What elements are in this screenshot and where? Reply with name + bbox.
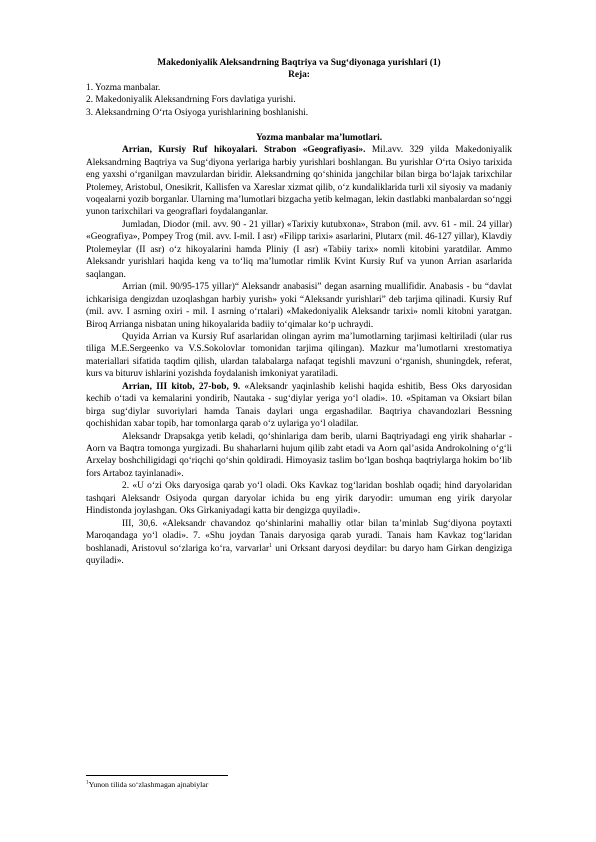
paragraph (86, 518, 512, 568)
paragraph-text: Arrian (mil. 90/95-175 yillar)“ Aleksandr anabasisi” degan asarning muallifidir. Anabasis - bu “davlat ichkarisiga dengizdan uzoqlashgan harbiy yurish» yoki “Aleksandr yurishlari” deb tarjima qilinadi. Kursiy Ruf (mil. avv. I asrning oxiri - mil. I asrning o‘rtalari) «Makedoniyalik Aleksandr tarixi» nomli kitobni yaratgan. Biroq Arrianga nisbatan uning hikoyalarida badiiy to‘qimalar ko‘p uchraydi. (86, 282, 512, 330)
paragraph-text: Mil.avv. 329 yilda Makedoniyalik Aleksandrning Baqtriya va Sug‘diyona yerlariga harbiy yurishlari boshlangan. Bu yurishlar O‘rta Osiyo tarixida eng yaxshi o‘rganilgan mavzulardan biridir. Aleksandrning qo‘shinida jangchilar bilan birga bo‘lajak tarixchilar Ptolemey, Aristobul, Onesikrit, Kallisfen va Xareslar xizmat qilib, o‘z kundaliklarida turli xil siyosiy va madaniy voqealarni yozib borganlar. Ularning ma’lumotlari bizgacha yetib kelmagan, lekin dastlabki manbalardan so‘nggi yunon tarixchilari va geograflari foydalanganlar. (86, 145, 512, 218)
paragraph-text: «Aleksandr yaqinlashib kelishi haqida eshitib, Bess Oks daryosidan kechib o‘tadi va kemalarini yondirib, Nautaka - sug‘diylar yeriga yo‘l oladi». 10. «Spitaman va Oksiart bilan birga sug‘diylar suvoriylari hamda Tanais daylari unga ergashadilar. Baqtriya chavandozlari Bessning qochishidan xabar topib, har tomonlarga qarab o‘z uylariga yo‘l oladilar. (86, 381, 512, 430)
document-body (86, 57, 512, 568)
paragraph-text: Aleksandr Drapsakga yetib keladi, qo‘shinlariga dam berib, ularni Baqtriyadagi eng yirik shaharlar - Aorn va Baqtra tomonga yurgizadi. Bu shaharlarni hujum qilib zabt etadi va Aorn qal’asida Androkolning o‘g‘li Arxelay boshchiligidagi qo‘riqchi qo‘shin qoldiradi. Himoyasiz taslim bo‘lgan boshqa baqtriylarga hokim bo‘lib fors Artaboz tayinlanadi». (86, 431, 512, 479)
paragraph (86, 331, 512, 381)
footnote (86, 780, 512, 790)
footnote-marker: 1 (86, 779, 89, 786)
paragraph-text: 2. «U o‘zi Oks daryosiga qarab yo‘l oladi. Oks Kavkaz tog‘laridan boshlab oqadi; hind daryolaridan tashqari Aleksandr Osiyoda qurgan daryolar ichida bu eng yirik daryodir: umuman eng yirik daryolar Hindistonda joylashgan. Oks Girkaniyadagi katta bir dengizga quyiladi». (86, 481, 512, 517)
document-title: Makedoniyalik Aleksandrning Baqtriya va Sug‘diyonaga yurishlari (1) (157, 58, 441, 68)
plan-list (86, 82, 512, 119)
paragraph (86, 480, 512, 517)
footnote-reference[interactable]: 1 (269, 542, 273, 549)
paragraph-text: Quyida Arrian va Kursiy Ruf asarlaridan olingan ayrim ma’lumotlarning tarjimasi keltiriladi (ular rus tiliga M.E.Sergeenko va V.S.Sokolovlar tomonidan tarjima qilingan). Mazkur ma’lumotlarni xrestomatiya materiallari sifatida taqdim qilish, ulardan talabalarga nafaqat tegishli mavzuni o‘rganish, shuningdek, referat, kurs va bituruv ishlarini yozishda foydalanish imkoniyat yaratiladi. (86, 331, 512, 380)
paragraph (86, 281, 512, 331)
paragraph-lead: Arrian, III kitob, 27-bob, 9. (122, 381, 241, 392)
paragraph (86, 144, 512, 219)
plan-item: 1. Yozma manbalar. (86, 82, 161, 93)
paragraph-text: uni Orksant daryosi deydilar: bu daryo ham Girkan dengiziga quyiladi». (86, 543, 512, 567)
footnote-text: Yunon tilida so‘zlashmagan ajnabiylar (88, 780, 209, 789)
paragraph-text: Jumladan, Diodor (mil. avv. 90 - 21 yillar) «Tarixiy kutubxona», Strabon (mil. avv. 61 - mil. 24 yillar) «Geografiya», Pompey Trog (mil. avv. I-mil. I asr) «Filipp tarixi» asarlarini, Plutarx (mil. 46-127 yillar), Klavdiy Ptolemeylar (II asr) o‘z hikoyalarini hamda Pliniy (I asr) «Tabiiy tarix» nomli kitobini yaratdilar. Ammo Aleksandr yurishlari haqida keng va to‘liq ma’lumotlar rimlik Kvint Kursiy Ruf va yunon Arrian asarlarida saqlangan. (86, 219, 512, 280)
paragraph-text: III, 30,6. «Aleksandr chavandoz qo‘shinlarini mahalliy otlar bilan ta’minlab Sug‘diyona poytaxti Maroqandaga yo‘l oladi». 7. «Shu joydan Tanais daryosiga qarab yuradi. Tanais ham Kavkaz tog‘laridan boshlanadi, Aristovul so‘zlariga ko‘ra, varvarlar (86, 518, 512, 554)
footnote-divider (86, 775, 228, 776)
plan-heading: Reja: (288, 70, 310, 81)
paragraph (86, 431, 512, 481)
paragraph-lead: Arrian, Kursiy Ruf hikoyalari. Strabon «Geografiyasi». (122, 145, 366, 156)
paragraph (86, 381, 512, 431)
plan-item: 3. Aleksandrning O‘rta Osiyoga yurishlarining boshlanishi. (86, 107, 309, 118)
section-heading: Yozma manbalar ma’lumotlari. (255, 132, 383, 143)
plan-item: 2. Makedoniyalik Aleksandrning Fors davlatiga yurishi. (86, 95, 296, 106)
paragraph (86, 219, 512, 281)
